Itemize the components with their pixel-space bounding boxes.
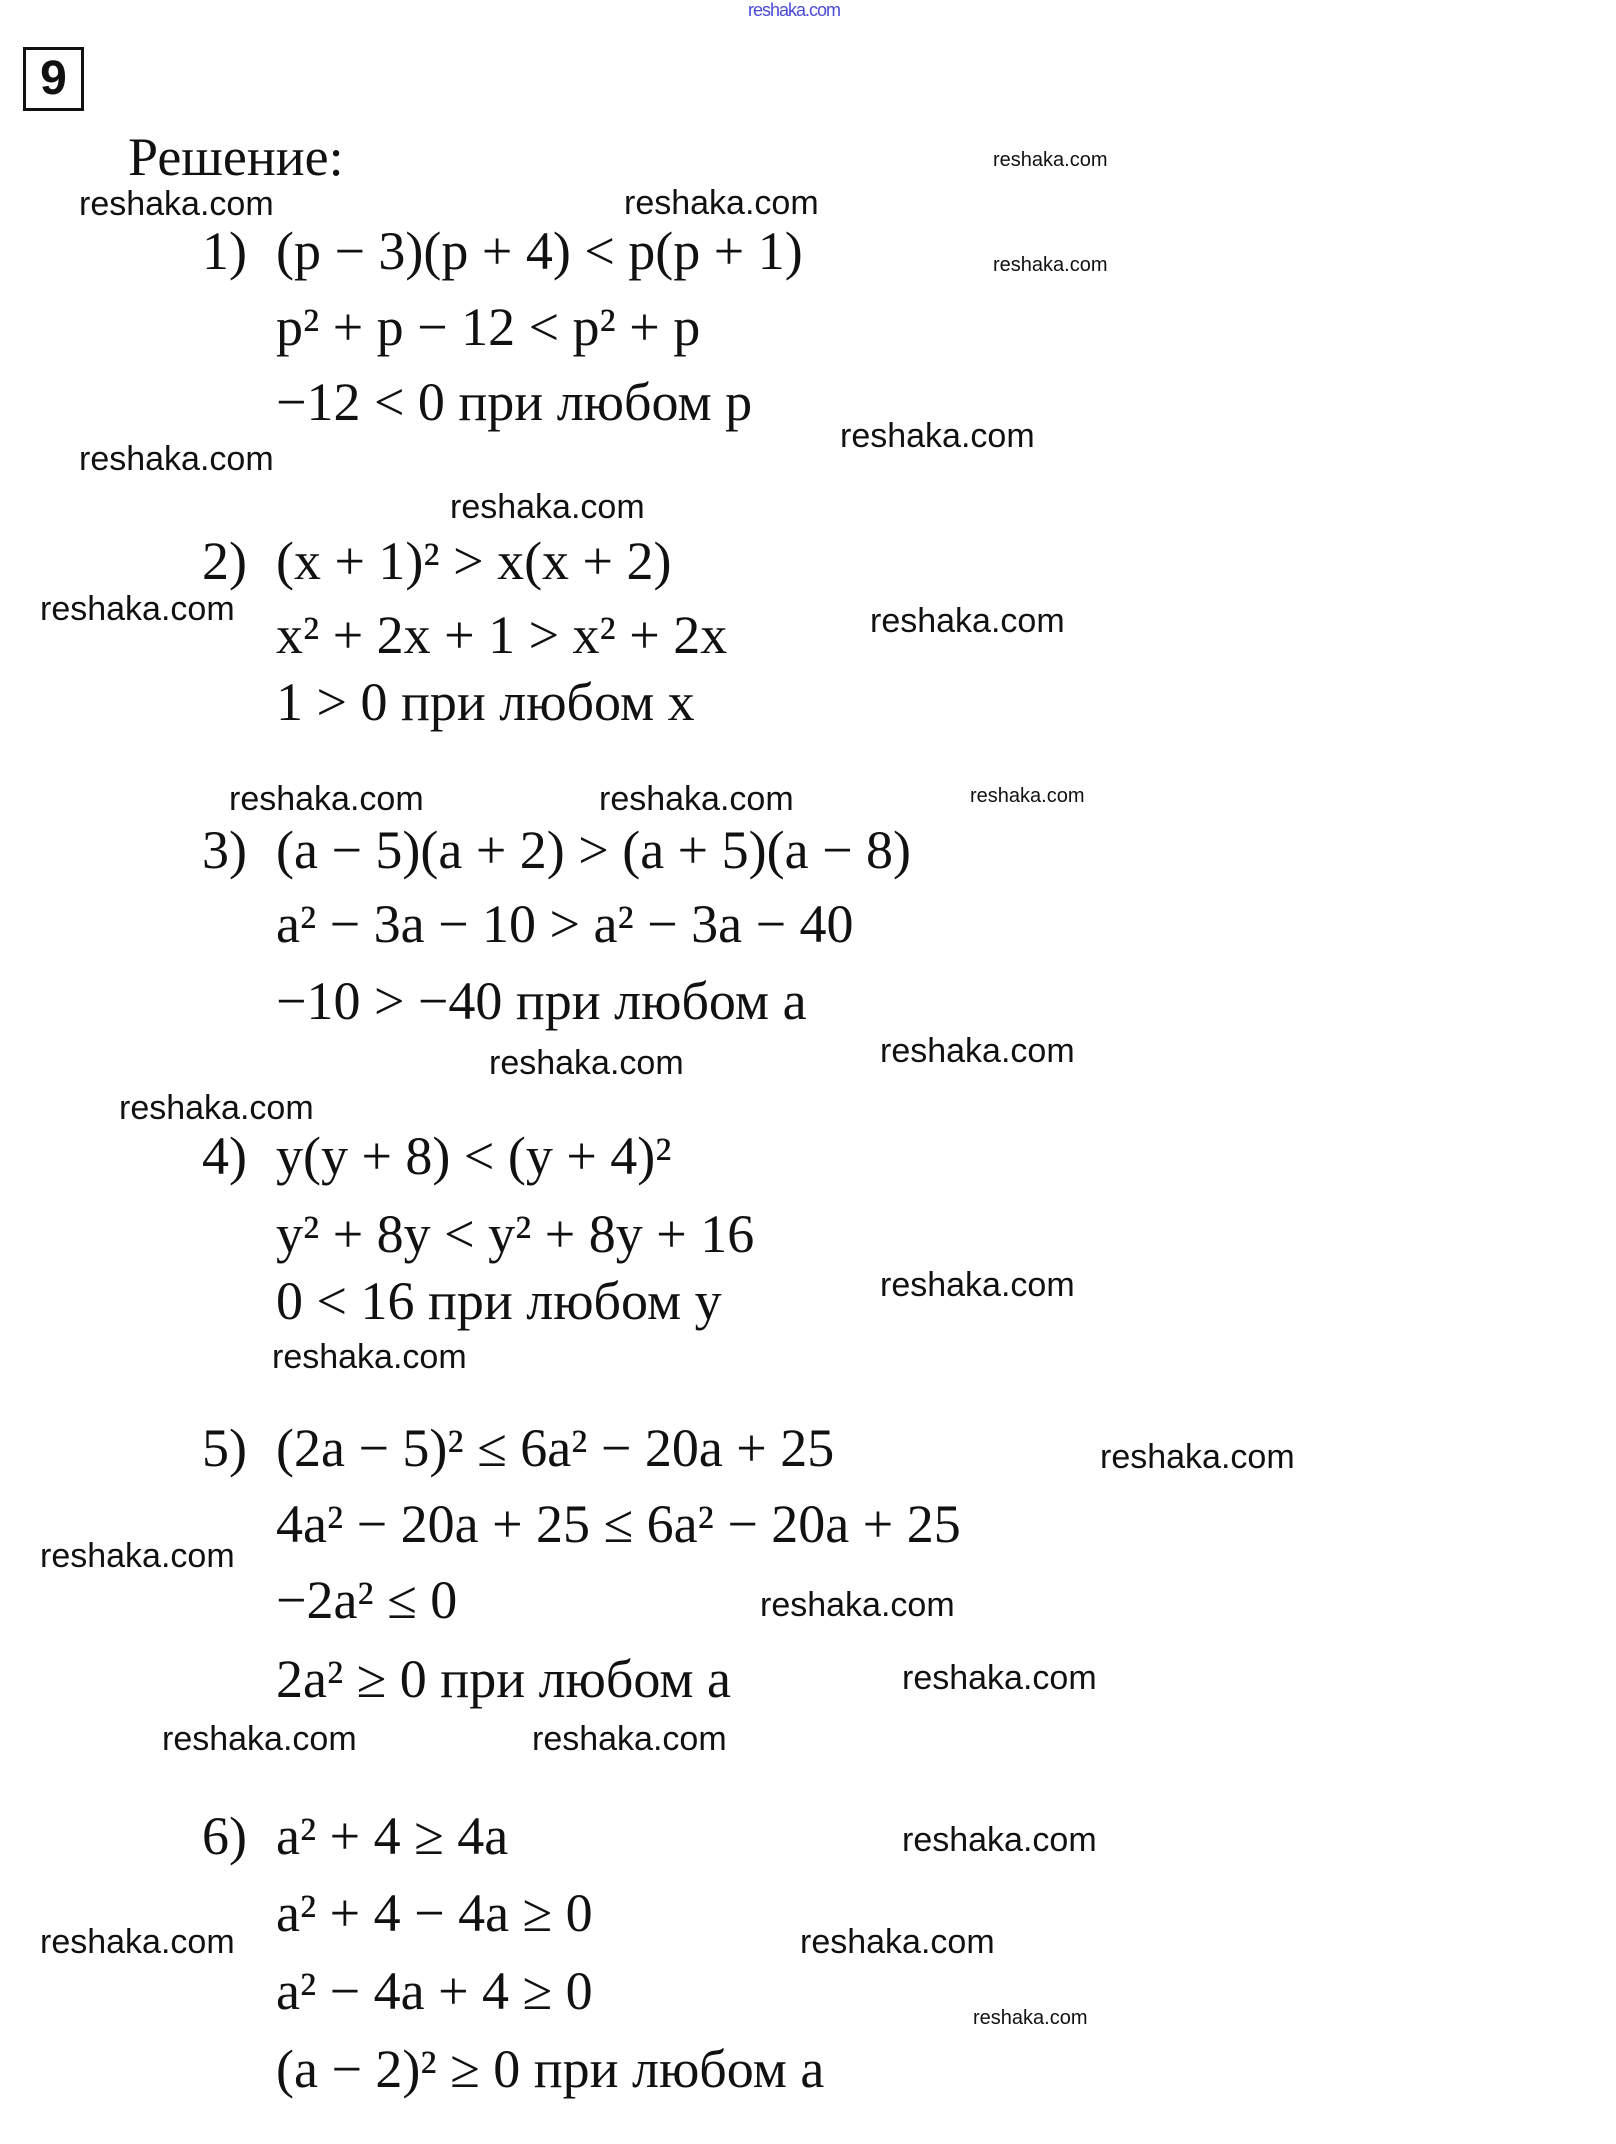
problem-label: 6): [202, 1806, 247, 1866]
watermark-text: reshaka.com: [760, 1586, 955, 1624]
math-line: −12 < 0 при любом p: [276, 372, 753, 432]
math-line: y² + 8y < y² + 8y + 16: [276, 1204, 755, 1264]
watermark-text: reshaka.com: [993, 149, 1108, 171]
math-line: (a − 5)(a + 2) > (a + 5)(a − 8): [276, 820, 912, 880]
math-line: (x + 1)² > x(x + 2): [276, 531, 672, 591]
watermark-text: reshaka.com: [229, 780, 424, 818]
watermark-text: reshaka.com: [800, 1923, 995, 1961]
watermark-text: reshaka.com: [532, 1720, 727, 1758]
math-line: 2a² ≥ 0 при любом a: [276, 1649, 731, 1709]
math-line: a² + 4 − 4a ≥ 0: [276, 1883, 593, 1943]
watermark-text: reshaka.com: [840, 417, 1035, 455]
watermark-text: reshaka.com: [40, 590, 235, 628]
math-line: p² + p − 12 < p² + p: [276, 297, 701, 357]
watermark-text: reshaka.com: [902, 1659, 1097, 1697]
problem-label: 4): [202, 1126, 247, 1186]
math-line: 1 > 0 при любом x: [276, 672, 695, 732]
watermark-text: reshaka.com: [624, 184, 819, 222]
problem-label: 3): [202, 820, 247, 880]
math-line: (a − 2)² ≥ 0 при любом a: [276, 2039, 825, 2099]
math-line: (p − 3)(p + 4) < p(p + 1): [276, 221, 803, 281]
math-line: 4a² − 20a + 25 ≤ 6a² − 20a + 25: [276, 1494, 961, 1554]
math-line: −2a² ≤ 0: [276, 1570, 458, 1630]
math-line: −10 > −40 при любом a: [276, 971, 807, 1031]
math-line: a² − 3a − 10 > a² − 3a − 40: [276, 894, 854, 954]
solution-heading: Решение:: [128, 127, 344, 187]
watermark-text: reshaka.com: [40, 1923, 235, 1961]
watermark-text: reshaka.com: [79, 185, 274, 223]
watermark-text: reshaka.com: [993, 254, 1108, 276]
watermark-text: reshaka.com: [40, 1537, 235, 1575]
watermark-text: reshaka.com: [902, 1821, 1097, 1859]
problem-label: 1): [202, 221, 247, 281]
math-line: 0 < 16 при любом y: [276, 1271, 722, 1331]
problem-label: 2): [202, 531, 247, 591]
math-line: a² + 4 ≥ 4a: [276, 1806, 509, 1866]
math-line: y(y + 8) < (y + 4)²: [276, 1126, 672, 1186]
watermark-text: reshaka.com: [880, 1032, 1075, 1070]
watermark-text: reshaka.com: [162, 1720, 357, 1758]
problem-label: 5): [202, 1418, 247, 1478]
math-line: a² − 4a + 4 ≥ 0: [276, 1961, 593, 2021]
watermark-text: reshaka.com: [119, 1089, 314, 1127]
task-number-box: 9: [23, 47, 84, 111]
watermark-text: reshaka.com: [970, 785, 1085, 807]
watermark-text: reshaka.com: [79, 440, 274, 478]
watermark-text: reshaka.com: [599, 780, 794, 818]
watermark-text: reshaka.com: [272, 1338, 467, 1376]
watermark-text: reshaka.com: [870, 602, 1065, 640]
math-line: (2a − 5)² ≤ 6a² − 20a + 25: [276, 1418, 835, 1478]
watermark-text: reshaka.com: [880, 1266, 1075, 1304]
top-watermark-link[interactable]: reshaka.com: [748, 0, 841, 20]
math-line: x² + 2x + 1 > x² + 2x: [276, 605, 728, 665]
watermark-text: reshaka.com: [450, 488, 645, 526]
watermark-text: reshaka.com: [973, 2007, 1088, 2029]
watermark-text: reshaka.com: [489, 1044, 684, 1082]
watermark-text: reshaka.com: [1100, 1438, 1295, 1476]
